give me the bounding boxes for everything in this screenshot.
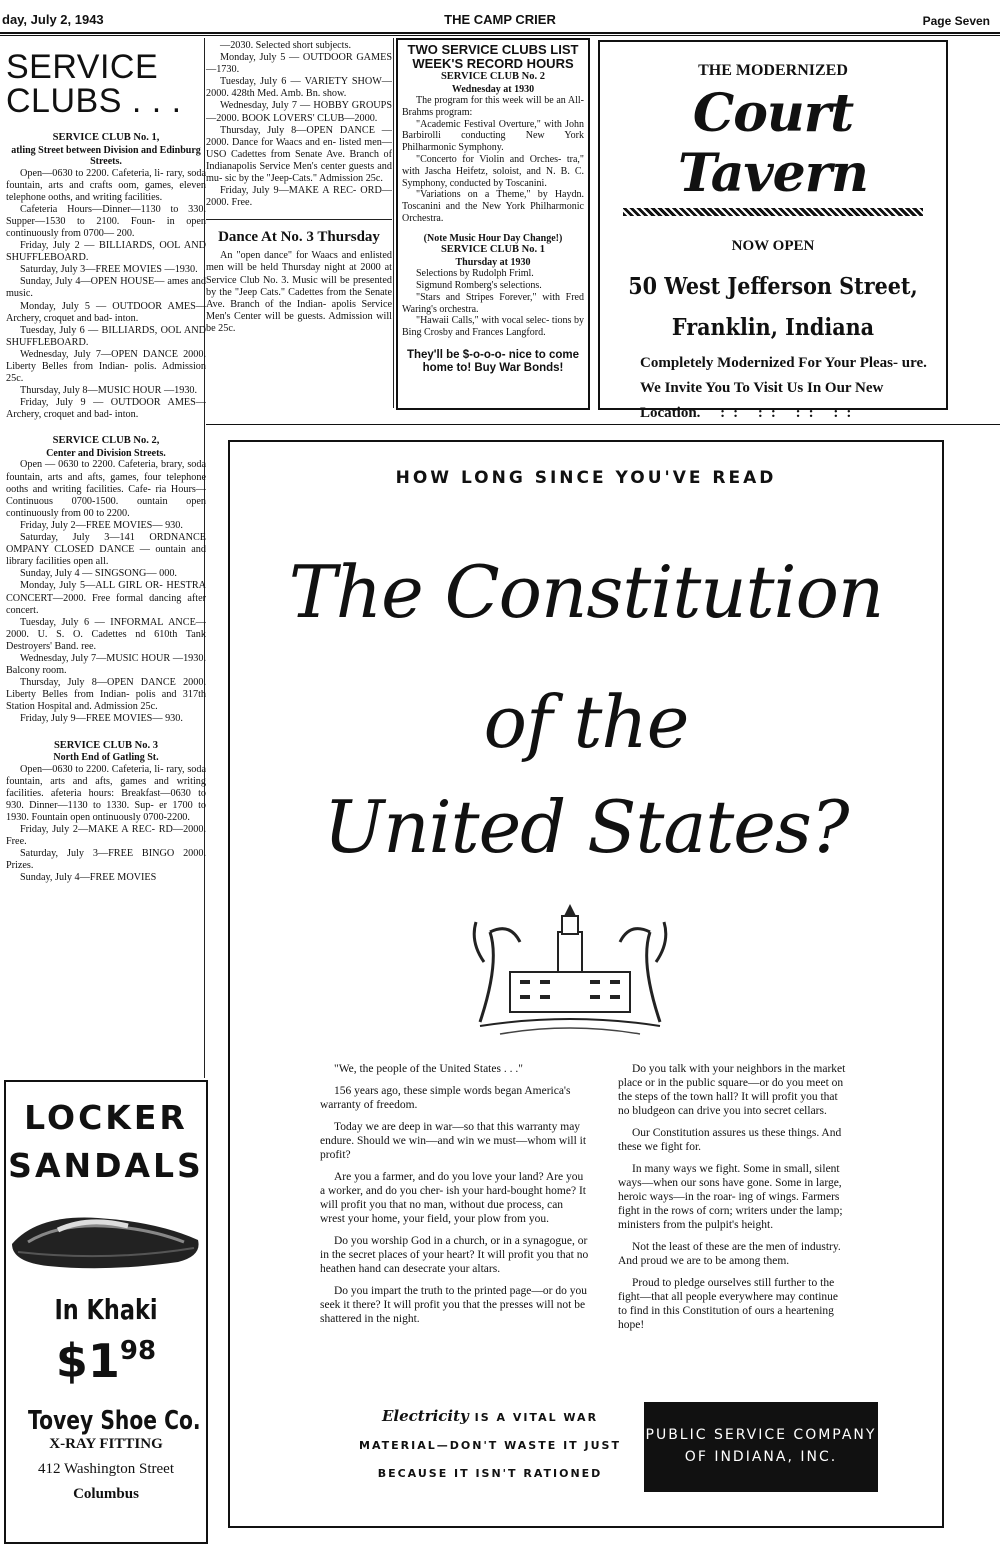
sandal-price: $\$1^{98}$ — [55, 1334, 157, 1388]
court-tavern-ad — [598, 40, 948, 421]
list-item: —2030. Selected short subjects. — [220, 40, 351, 51]
list-item: Tuesday, July 6 — BILLIARDS, OOL AND SHUFFLEBOARD. — [6, 324, 206, 348]
list-item: Sunday, July 4—OPEN HOUSE— ames and music. — [6, 276, 206, 300]
independence-hall-illustration — [470, 902, 670, 1042]
header-rule — [0, 32, 1000, 34]
list-item: Do you worship God in a church, or in a synagogue, or in the secret places of your heart? It will profit you that no heathen hand can desecrate your altars. — [320, 1235, 589, 1275]
club-schedule-continued — [206, 40, 392, 335]
decorative-rule — [623, 208, 923, 216]
list-item: 156 years ago, these simple words began America's warranty of freedom. — [320, 1085, 571, 1111]
list-item: Thursday, July 8—OPEN DANCE 2000. Liberty Belles from Indian- polis and 317th Station Hospital and. Admission 25c. — [6, 677, 206, 713]
club1-record-list — [402, 268, 584, 339]
record-hours-title: TWO SERVICE CLUBS LIST WEEK'S RECORD HOURS — [407, 42, 579, 71]
list-item: Saturday, July 3—FREE MOVIES —1930. — [20, 264, 198, 276]
club2-heading: SERVICE CLUB No. 2, — [52, 435, 160, 447]
club2-record-list — [402, 95, 584, 225]
electricity-word: Electricity — [381, 1407, 469, 1425]
list-item: Friday, July 2 — BILLIARDS, OOL AND SHUFFLEBOARD. — [6, 240, 206, 264]
list-item: Monday, July 5—ALL GIRL OR- HESTRA CONCERT—2000. Free formal dancing after concert. — [6, 580, 206, 616]
list-item: Cafeteria Hours—Dinner—1130 to 330. Supper—1530 to 2100. Foun- in open continuously from 0700— 200. — [6, 203, 206, 239]
electricity-slogan: Electricity IS A VITAL WAR MATERIAL—DON'T WASTE IT JUST BECAUSE IT ISN'T RATIONED — [359, 1407, 621, 1480]
club2-record-time: Wednesday at 1930 — [451, 83, 535, 95]
sponsor-box — [644, 1402, 878, 1492]
sandal-illustration — [8, 1196, 204, 1276]
header-rule-thin — [0, 35, 1000, 36]
tavern-city: Franklin, Indiana — [671, 314, 875, 341]
list-item: Sunday, July 4 — SINGSONG— 000. — [20, 568, 177, 580]
store-address: 412 Washington Street — [37, 1461, 174, 1477]
list-item: Open—0630 to 2200. Cafeteria, li- rary, soda fountain, arts and crafts oom, games, eleven telephone ooths, and writing facilities. — [6, 167, 206, 203]
issue-date: day, July 2, 1943 — [2, 12, 104, 27]
list-item: Tuesday, July 6 — INFORMAL ANCE—2000. U. S. O. Cadettes nd 610th Tank Destroyers' Band. ree. — [6, 616, 206, 652]
club1-record-heading: SERVICE CLUB No. 1 — [440, 244, 546, 256]
list-item: "Concerto for Violin and Orches- tra," with Jascha Heifetz, soloist, and N. B. C. Symphony, conducted by Toscanini. — [402, 153, 584, 189]
club2-location: Center and Division Streets. — [46, 447, 166, 459]
paper-name: THE CAMP CRIER — [444, 12, 556, 27]
list-item: Wednesday, July 7 — HOBBY GROUPS—2000. BOOK LOVERS' CLUB—2000. — [206, 100, 392, 124]
list-item: Friday, July 2—MAKE A REC- RD—2000. Free. — [6, 824, 206, 848]
club2-schedule — [6, 459, 206, 725]
page-number: Page Seven — [922, 14, 990, 28]
club3-schedule — [6, 764, 206, 885]
list-item: "Academic Festival Overture," with John Barbirolli conducting New York Philharmonic Symphony. — [402, 118, 584, 154]
list-item: Wednesday, July 7—MUSIC HOUR —1930. Balcony room. — [6, 652, 206, 677]
list-item: Do you impart the truth to the printed page—or do you seek it there? It will profit you that the presses will not be shattered in the night. — [320, 1285, 587, 1325]
list-item: Our Constitution assures us these things. And these we fight for. — [618, 1127, 842, 1153]
sandals-headline: LOCKER SANDALS — [8, 1098, 204, 1185]
script-title-line-1: The Constitution — [288, 550, 884, 634]
dance-article: An "open dance" for Waacs and enlisted men will be held Thursday night at 2000 at Service Club No. 3. Music will be presented by the "Jeep Cats." Cadettes from the Senate Ave. Branch of the Indian- apolis Service Men's Center will be guests. Admission will be 25c. — [206, 250, 392, 334]
tavern-kicker: THE MODERNIZED — [698, 62, 848, 79]
list-item: Today we are deep in war—so that this warranty may endure. Should we win—and win we must—whom will it profit? — [320, 1121, 587, 1161]
list-item: Sunday, July 4—FREE MOVIES — [20, 872, 157, 884]
constitution-ad — [228, 440, 944, 1528]
locker-sandals-ad — [4, 1080, 208, 1544]
tavern-name: Court Tavern — [678, 83, 868, 204]
list-item: "Variations on a Theme," by Haydn. Toscanini and the New York Philharmonic Orchestra. — [402, 189, 584, 224]
sandal-color: In Khaki — [54, 1293, 158, 1326]
list-item: Friday, July 9 — OUTDOOR AMES—Archery, croquet and bad- inton. — [6, 397, 206, 421]
list-item: Monday, July 5 — OUTDOOR GAMES—1730. — [206, 52, 392, 76]
club1-record-time: Thursday at 1930 — [455, 256, 531, 268]
list-item: Tuesday, July 6 — VARIETY SHOW—2000. 428th Med. Amb. Bn. show. — [206, 76, 392, 100]
list-item: Monday, July 5 — OUTDOOR AMES—Archery, croquet and bad- inton. — [6, 300, 206, 324]
sponsor-name: PUBLIC SERVICE COMPANY — [645, 1427, 877, 1443]
list-item: Friday, July 9—FREE MOVIES— 930. — [20, 713, 183, 725]
club2-record-heading: SERVICE CLUB No. 2 — [440, 71, 546, 82]
club1-heading: SERVICE CLUB No. 1, — [52, 132, 160, 143]
club1-location: atling Street between Division and Edinburg Streets. — [11, 144, 201, 167]
music-hour-note: (Note Music Hour Day Change!) — [423, 232, 563, 244]
tavern-invitation: Completely Modernized For Your Pleas- ure. We Invite You To Visit Us In Our New Location. :: :: :: :: — [640, 355, 927, 421]
list-item: Saturday, July 3—141 ORDNANCE OMPANY CLOSED DANCE — ountain and library facilities open all. — [6, 532, 206, 568]
list-item: Are you a farmer, and do you love your land? Are you a worker, and do you cher- ish your hard-bought home? It will profit you that no man, without due process, can wrest your home, your field, your plow from you. — [320, 1171, 586, 1225]
list-item: Saturday, July 3—FREE BINGO 2000. Prizes. — [6, 848, 206, 872]
ad-body-left — [320, 1062, 590, 1334]
list-item: Thursday, July 8—MUSIC HOUR —1930. — [20, 385, 198, 397]
club3-location: North End of Gatling St. — [53, 752, 159, 764]
running-header — [0, 10, 1000, 34]
column-rule-2 — [393, 38, 394, 408]
record-hours-box — [396, 38, 590, 410]
list-item: "We, the people of the United States . . ." — [334, 1063, 523, 1075]
list-item: Friday, July 2—FREE MOVIES— 930. — [20, 519, 183, 531]
script-title-line-2: of the — [483, 680, 689, 764]
list-item: Open—0630 to 2200. Cafeteria, li- rary, soda fountain, arts and afts, games and writing facilities. afeteria hours: Breakfast—0630 to 930. Dinner—1130 to 1330. Sup- er 1700 to 1930. Fountain open ontinuously 0700-2200. — [6, 763, 206, 823]
club3-heading: SERVICE CLUB No. 3 — [53, 739, 159, 751]
store-service: X-RAY FITTING — [49, 1436, 163, 1452]
list-item: Proud to pledge ourselves still further to the fight—that all people everywhere may continue to find in this Constitution of ours a heartening hope! — [618, 1277, 839, 1331]
store-town: Columbus — [73, 1486, 139, 1502]
script-title-line-3: United States? — [323, 785, 849, 869]
list-item: Wednesday, July 7—OPEN DANCE 2000. Liberty Belles from Indian- polis. Admission 25c. — [6, 348, 206, 385]
list-item: Friday, July 9—MAKE A REC- ORD—2000. Free. — [206, 185, 392, 209]
service-clubs-column — [6, 40, 206, 884]
dance-headline: Dance At No. 3 Thursday — [206, 219, 392, 246]
list-item: Do you talk with your neighbors in the market place or in the public square—or do you meet on the steps of the town hall? It will profit you that no bludgeon can drive you into secret cellars. — [618, 1063, 846, 1117]
electricity-banner — [336, 1402, 878, 1492]
list-item: Thursday, July 8—OPEN DANCE —2000. Dance for Waacs and en- listed men—USO Cadettes from Senate Ave. Branch of Indianapolis Service Men's center guests and mu- sic by the "Jeep-Cats." Admission 25c. — [206, 124, 392, 185]
list-item: "Stars and Stripes Forever," with Fred Waring's orchestra. — [402, 291, 584, 315]
ad-kicker: HOW LONG SINCE YOU'VE READ — [395, 468, 777, 488]
store-name: Tovey Shoe Co. — [28, 1406, 201, 1436]
list-item: The program for this week will be an All-Brahms program: — [402, 95, 584, 118]
list-item: "Hawaii Calls," with vocal selec- tions by Bing Crosby and Frances Langford. — [402, 315, 584, 339]
section-title: SERVICE CLUBS . . . — [6, 48, 182, 120]
schedule-continued-list — [206, 40, 392, 209]
list-item: Open — 0630 to 2200. Cafeteria, brary, soda fountain, arts and afts, games, four telephone ooths and writing facilities. Cafe- ria Hours—Continuous 0700-1500. ountain open continuously from 00 to 2200. — [6, 459, 206, 519]
list-item: Not the least of these are the men of industry. And proud we are to be among them. — [618, 1241, 841, 1267]
tavern-address: 50 West Jefferson Street, — [628, 273, 918, 300]
decorative-dots: :: :: :: :: — [720, 405, 860, 421]
sponsor-name-2: OF INDIANA, INC. — [684, 1449, 838, 1465]
list-item: In many ways we fight. Some in small, silent ways—when our sons have gone. Some in large, heroic ways—in the roar- ing of wings. Farmers fight in the rows of corn; writers under the lamp; ministers from the pulpit's height. — [618, 1163, 843, 1231]
ad-body-right — [618, 1062, 848, 1340]
war-bonds-slogan: They'll be $-o-o-o- nice to come home to! Buy War Bonds! — [406, 349, 580, 375]
list-item: Selections by Rudolph Friml. — [416, 268, 534, 280]
list-item: Sigmund Romberg's selections. — [416, 280, 542, 292]
now-open-label: NOW OPEN — [731, 238, 815, 254]
club1-schedule — [6, 168, 206, 422]
